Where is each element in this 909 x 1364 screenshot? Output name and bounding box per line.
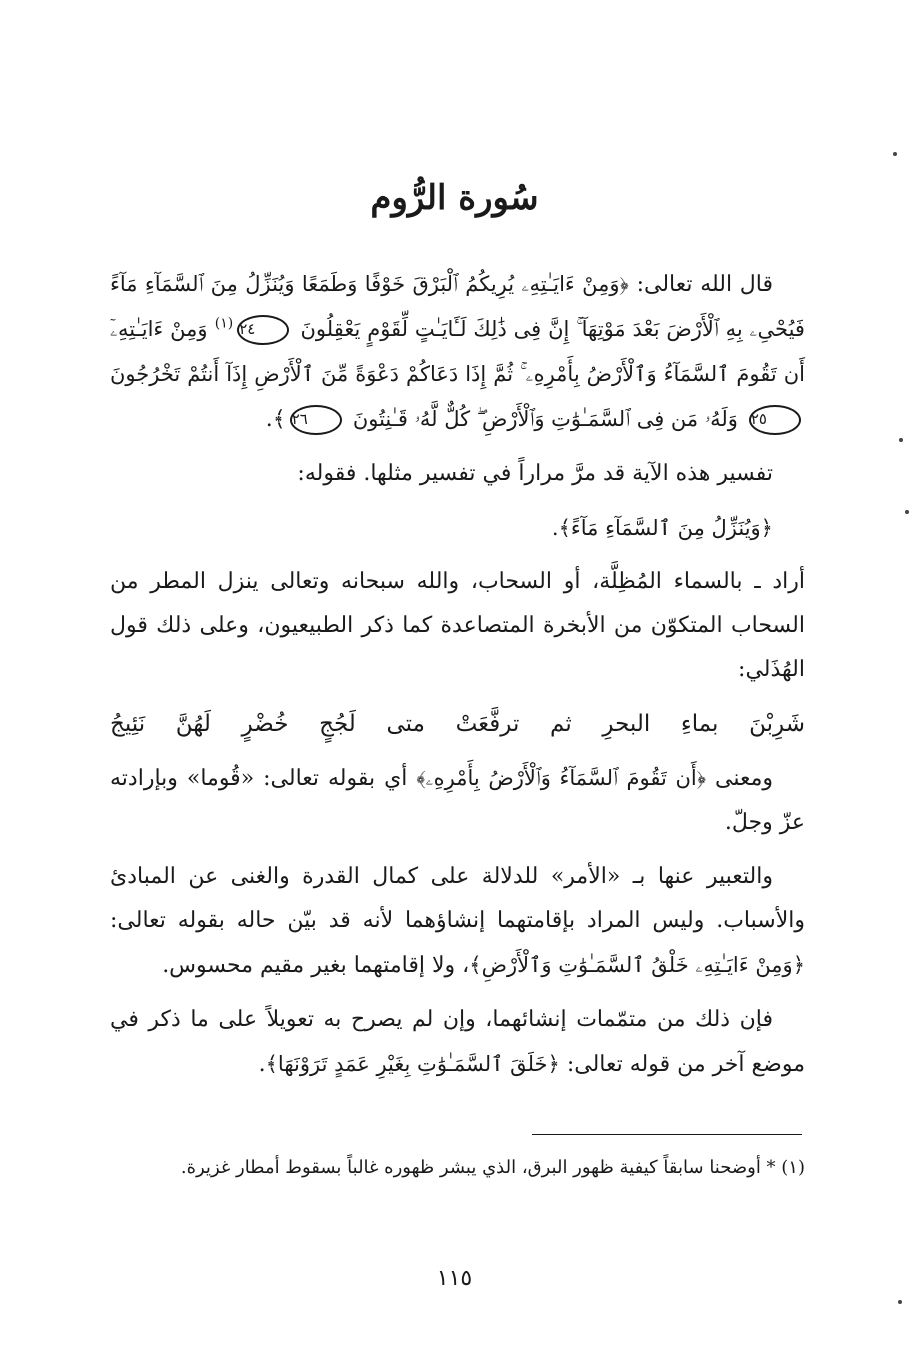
- surah-title: سُورة الرُّوم: [370, 178, 539, 218]
- footnote-reference: (١): [214, 315, 234, 332]
- completion-suffix: .: [258, 1052, 266, 1077]
- meaning-suffix: أي بقوله تعالى: «قُوما» وبإرادته عزّ وجلّ.: [110, 766, 805, 835]
- ayah-number-24: ٢٤: [237, 315, 289, 345]
- command-text: والتعبير عنها بـ «الأمر» للدلالة على كمال القدرة والغنى عن المبادئ والأسباب. وليس المراد بإقامتهما إنشاؤهما لأنه قد بيّن حاله بقوله تعالى:: [110, 864, 805, 933]
- paragraph-verse-quote: ﴿وَيُنَزِّلُ مِنَ ٱلسَّمَآءِ مَآءً﴾.: [551, 516, 773, 540]
- completion-verse: ﴿خَلَقَ ٱلسَّمَـٰوَٰتِ بِغَيْرِ عَمَدٍ تَرَوْنَهَا﴾: [265, 1052, 560, 1076]
- main-text: [110, 262, 805, 1097]
- command-verse: ﴿وَمِنْ ءَايَـٰتِهِۦ خَلْقُ ٱلسَّمَـٰوَٰتِ وَٱلْأَرْضِ﴾: [469, 953, 805, 977]
- quran-verse-24: ﴿وَمِنْ ءَايَـٰتِهِۦ يُرِيكُمُ ٱلْبَرْقَ خَوْفًا وَطَمَعًا وَيُنَزِّلُ مِنَ ٱلسَّمَآءِ مَآءً فَيُحْىِۦ بِهِ ٱلْأَرْضَ بَعْدَ مَوْتِهَآ ۚ إِنَّ فِى ذَٰلِكَ لَـَٔايَـٰتٍ لِّقَوْمٍ يَعْقِلُونَ: [110, 272, 805, 341]
- quran-verse-25: وَمِنْ ءَايَـٰتِهِۦٓ أَن تَقُومَ ٱلسَّمَآءُ وَٱلْأَرْضُ بِأَمْرِهِۦ ۚ ثُمَّ إِذَا دَعَاكُمْ دَعْوَةً مِّنَ ٱلْأَرْضِ إِذَآ أَنتُمْ تَخْرُجُونَ: [110, 317, 805, 386]
- paragraph-completion: [110, 998, 805, 1087]
- scan-dot: [899, 438, 903, 442]
- completion-text: فإن ذلك من متمّمات إنشائهما، وإن لم يصرح به تعويلاً على ما ذكر في موضع آخر من قوله تعالى:: [110, 1007, 805, 1077]
- page-number: ١١٥: [436, 1266, 473, 1291]
- scan-dot: [898, 1300, 902, 1304]
- scan-dot: [905, 510, 909, 514]
- meaning-prefix: ومعنى: [706, 766, 773, 791]
- footnote-divider: [532, 1134, 802, 1135]
- verse-end-bracket: ﴾.: [265, 407, 286, 432]
- scan-dot: [893, 152, 897, 156]
- quran-verse-26: وَلَهُۥ مَن فِى ٱلسَّمَـٰوَٰتِ وَٱلْأَرْضِ ۖ كُلٌّ لَّهُۥ قَـٰنِتُونَ: [352, 407, 738, 431]
- paragraph-command: [110, 855, 805, 988]
- poetry-line: شَرِبْنَ بماءِ البحرِ ثم ترفَّعَتْ متى لَجُجٍ خُضْرٍ لَهُنَّ نَئِيجُ: [110, 711, 805, 737]
- paragraph-meaning: [110, 756, 805, 845]
- paragraph-tafsir-intro: تفسير هذه الآية قد مرَّ مراراً في تفسير مثلها. فقوله:: [297, 461, 773, 486]
- command-suffix: ، ولا إقامتهما بغير مقيم محسوس.: [162, 953, 470, 978]
- ayah-number-25: ٢٥: [749, 405, 801, 435]
- intro-text: قال الله تعالى:: [628, 272, 774, 297]
- paragraph-verses: [110, 262, 805, 442]
- meaning-verse: ﴿أَن تَقُومَ ٱلسَّمَآءُ وَٱلْأَرْضُ بِأَمْرِهِۦ﴾: [416, 766, 707, 790]
- paragraph-sky-meaning: أراد ـ بالسماء المُظِلَّة، أو السحاب، والله سبحانه وتعالى ينزل المطر من السحاب المتكوّن من الأبخرة المتصاعدة كما ذكر الطبيعيون، وعلى ذلك قول الهُذَلي:: [110, 569, 805, 682]
- footnote: (١) * أوضحنا سابقاً كيفية ظهور البرق، الذي يبشر ظهوره غالباً بسقوط أمطار غزيرة.: [180, 1157, 805, 1178]
- ayah-number-26: ٢٦: [290, 405, 342, 435]
